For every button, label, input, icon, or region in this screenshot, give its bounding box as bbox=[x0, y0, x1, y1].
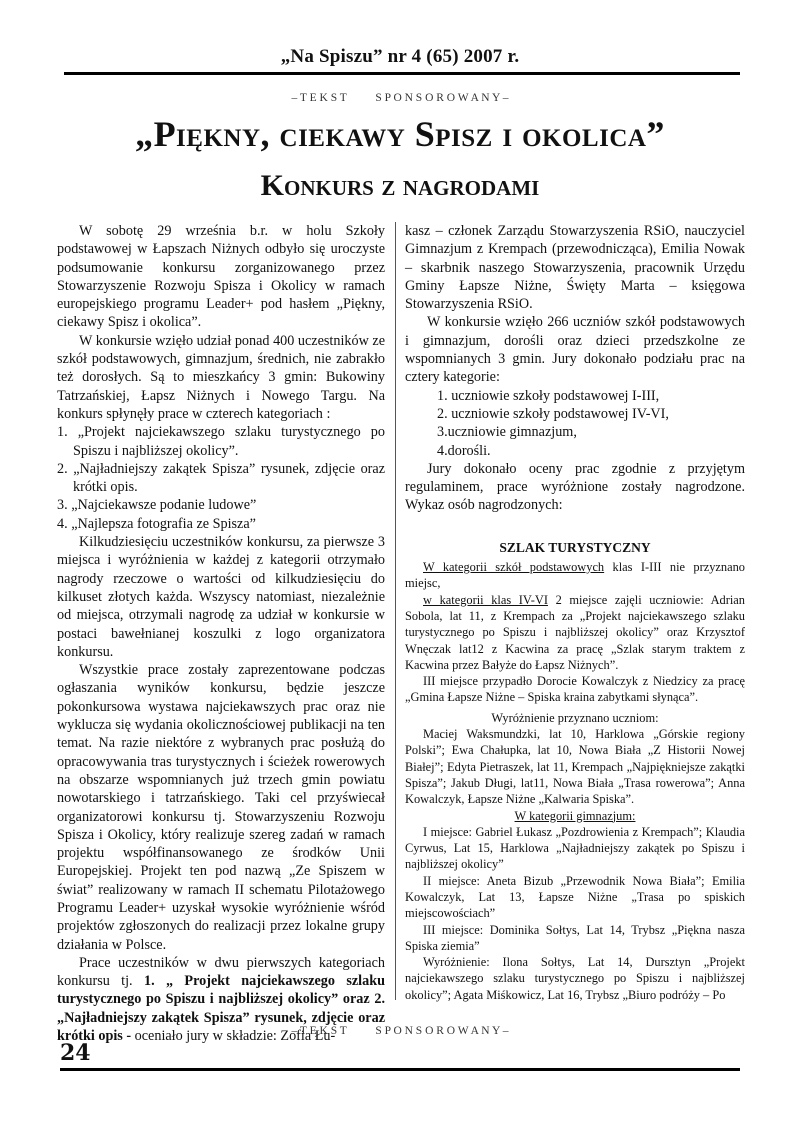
paragraph: III miejsce: Dominika Sołtys, Lat 14, Trybsz „Piękna nasza Spiska ziemia” bbox=[405, 922, 745, 953]
bold-text-run: 1. „ Projekt najciekawszego szlaku turystycznego po Spiszu i najbliższej okolicy” oraz 2. „Najładniejszy zakątek Spisza” rysunek, zdjęcie oraz krótki opis - bbox=[57, 973, 385, 1045]
list-item: 2. „Najładniejszy zakątek Spisza” rysunek, zdjęcie oraz krótki opis. bbox=[57, 460, 385, 496]
paragraph: II miejsce: Aneta Bizub „Przewodnik Nowa Biała”; Emilia Kowalczyk, Lat 13, Łapsze Niżne „Trasa po spiskich miejscowościach” bbox=[405, 873, 745, 921]
list-item: 4. „Najlepsza fotografia ze Spisza” bbox=[57, 515, 256, 532]
page-number: 24 bbox=[60, 1040, 91, 1066]
list-item: 3.uczniowie gimnazjum, bbox=[437, 424, 577, 441]
section-heading: SZLAK TURYSTYCZNY bbox=[499, 539, 651, 555]
paragraph bbox=[405, 592, 745, 673]
right-column bbox=[405, 222, 745, 1003]
category-list bbox=[57, 423, 385, 533]
sponsor-label-text: – T E K S T S P O N S O R O W A N Y – bbox=[291, 92, 509, 104]
sponsor-label-bottom bbox=[0, 1025, 800, 1037]
list-item: 2. uczniowie szkoły podstawowej IV-VI, bbox=[437, 405, 669, 422]
text-run: 2 miejsce zajęli uczniowie: Adrian Sobola, lat 11, z Krempach za „Projekt najciekawszego szlaku turystycznego po Spiszu i najbliższej okolicy” oraz Krzysztof Wnęczak lat12 z Kacwina za pracę „Szlak starym traktem z Kacwina przez Bałyże do Łapsz Niżnych”. bbox=[405, 592, 745, 672]
column-divider bbox=[395, 222, 396, 1000]
list-item: 4.dorośli. bbox=[437, 442, 491, 459]
paragraph: I miejsce: Gabriel Łukasz „Pozdrowienia z Krempach”; Klaudia Cyrwus, Lat 15, Harklowa „Najładniejszy zakątek po Spiszu i najbliższej okolicy” bbox=[405, 824, 745, 872]
paragraph: Wyróżnienie: Ilona Sołtys, Lat 14, Dursztyn „Projekt najciekawszego szlaku turystycznego po Spiszu i najbliższej okolicy”; Agata Miśkowicz, Lat 16, Trybsz „Biuro podróży – Po bbox=[405, 955, 745, 1002]
paragraph: Jury dokonało oceny prac zgodnie z przyjętym regulaminem, prace wyróżnione zostały nagrodzone. Wykaz osób nagrodzonych: bbox=[405, 460, 745, 514]
paragraph: W konkursie wzięło udział ponad 400 uczestników ze szkół podstawowych, gimnazjum, średnich, nie zabrakło też dorosłych. Są to mieszkańcy 3 gmin: Bukowiny Tatrzańskiej, Łapsz Niżnych i Nowego Targu. Na konkurs spłynęły prace w czterech kategoriach : bbox=[57, 332, 385, 422]
masthead bbox=[0, 46, 800, 68]
underlined-text: W kategorii gimnazjum: bbox=[514, 808, 636, 823]
paragraph: Wyróżnienie przyznano uczniom: bbox=[491, 710, 659, 725]
text-run: Prace uczestników w dwu pierwszych kategoriach konkursu tj. bbox=[57, 954, 385, 990]
top-rule bbox=[64, 72, 740, 75]
list-item: 3. „Najciekawsze podanie ludowe” bbox=[57, 497, 257, 514]
article-subtitle: Konkurs z nagrodami bbox=[260, 169, 540, 202]
masthead-text: „Na Spiszu” nr 4 (65) 2007 r. bbox=[280, 46, 520, 67]
paragraph: W konkursie wzięło 266 uczniów szkół podstawowych i gimnazjum, dorośli oraz dzieci przedszkolne ze wspomnianych 3 gmin. Jury dokonało podziału prac na cztery kategorie: bbox=[405, 314, 745, 386]
paragraph: Maciej Waksmundzki, lat 10, Harklowa „Górskie regiony Polski”; Ewa Chałupka, lat 10, Nowa Biała „Z Historii Nowej Białej”; Edyta Pietraszek, lat 11, Krempach „Najpiękniejsze zakątki Spisza”; Jakub Długi, lat11, Nowa Biała „Trasa rowerowa”; Anna Kowalczyk, Łapsze Niżne „Kalwaria Spiska”. bbox=[405, 727, 745, 807]
paragraph: kasz – członek Zarządu Stowarzyszenia RSiO, nauczyciel Gimnazjum z Krempach (przewodnicząca), Emilia Nowak – skarbnik naszego Stowarzyszenia, pracownik Urzędu Gminy Łapsze Niżne, Święty Marta – księgowa Stowarzyszenia RSiO. bbox=[405, 223, 745, 313]
text-run: oceniało jury w składzie: Zofia Łu- bbox=[131, 1028, 336, 1045]
text-run: klas I-III nie przyznano miejsc, bbox=[405, 560, 745, 591]
list-item: 1. „Projekt najciekawszego szlaku turystycznego po Spiszu i najbliższej okolicy”. bbox=[57, 424, 385, 459]
paragraph bbox=[405, 559, 745, 592]
paragraph: III miejsce przypadło Dorocie Kowalczyk z Niedzicy za pracę „Gmina Łapsze Niżne – Spiska kraina zabytkami słynąca”. bbox=[405, 674, 745, 705]
paragraph: Kilkudziesięciu uczestników konkursu, za pierwsze 3 miejsca i wyróżnienia w każdej z kategorii otrzymało nagrody rzeczowe o wartości od kilkudziesięciu do kilkuset złotych każda. Wszyscy natomiast, niezależnie od miejsca, otrzymali nagrodę za udział w konkursie w postaci bawełnianej koszulki z logo organizatora konkursu. bbox=[57, 534, 385, 660]
list-item: 1. uczniowie szkoły podstawowej I-III, bbox=[437, 387, 660, 404]
underlined-text: W kategorii szkół podstawowych bbox=[423, 560, 605, 575]
paragraph: W sobotę 29 września b.r. w holu Szkoły podstawowej w Łapszach Niżnych odbyło się uroczyste podsumowanie konkursu zorganizowanego przez Stowarzyszenie Rozwoju Spisza i Okolicy w ramach europejskiego programu Leader+ pod hasłem „Piękny, ciekawy Spisz i okolica”. bbox=[57, 223, 385, 331]
sponsor-label-top bbox=[0, 92, 800, 104]
article-title: „Piękny, ciekawy Spisz i okolica” bbox=[135, 114, 665, 154]
bottom-rule bbox=[60, 1068, 740, 1071]
paragraph bbox=[405, 808, 745, 824]
left-column bbox=[57, 222, 385, 1045]
jury-category-list bbox=[405, 387, 745, 460]
underlined-text: w kategorii klas IV-VI bbox=[423, 592, 548, 607]
results-block bbox=[405, 559, 745, 1003]
sponsor-label-text: – T E K S T S P O N S O R O W A N Y – bbox=[291, 1025, 509, 1037]
paragraph: Wszystkie prace zostały zaprezentowane podczas ogłaszania wyników konkursu, będzie jeszcze pokonkursowa wystawa najciekawszych prac oraz nie wyklucza się wydania okolicznościowej publikacji na ten temat. Na razie niektóre z wybranych prac posłużą do opracowywania tras turystycznych i ścieżek rowerowych na obszarze wspomnianych już trzech gmin powiatu nowotarskiego i tatrzańskiego. Taki cel przyświecał organizatorowi konkursu tj. Stowarzyszeniu Rozwoju Spisza i Okolicy, który realizuje szereg zadań w ramach projektu współfinansowanego ze środków Unii Europejskiej. Projekt ten pod nazwą „Ze Spiszem w świat” realizowany w ramach II schematu Pilotażowego Programu Leader+ uzyskał wysokie wyróżnienie wśród projektów zgłoszonych do realizacji przez lokalne grupy działania w Polsce. bbox=[57, 662, 385, 953]
